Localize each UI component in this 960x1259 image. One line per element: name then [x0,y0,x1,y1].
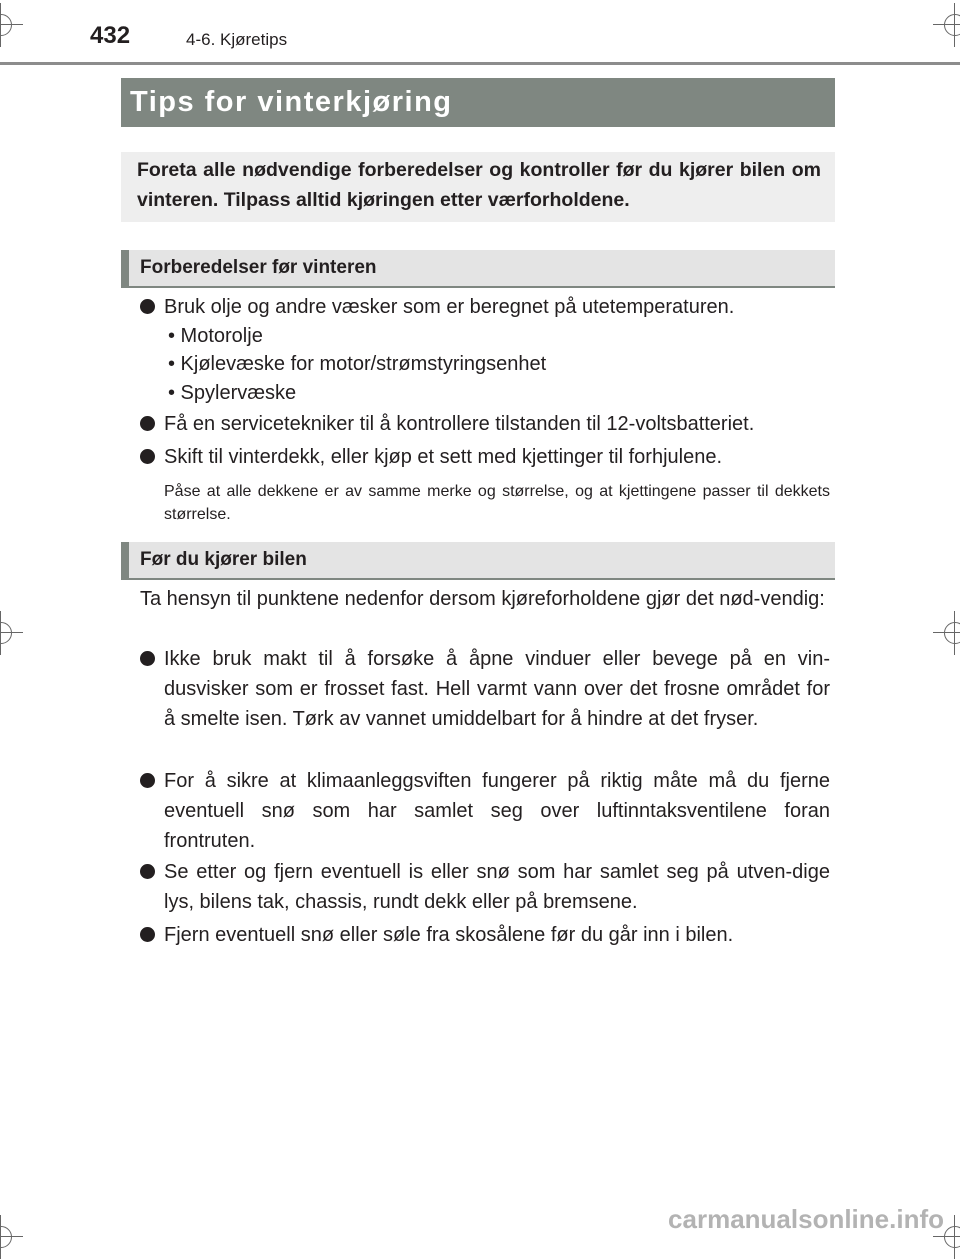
list-item [137,766,830,856]
section-intro-text: Ta hensyn til punktene nedenfor dersom kjøreforholdene gjør det nød-vendig: [140,588,825,610]
bullet-icon [140,416,155,431]
sub-list-item: • Kjølevæske for motor/strømstyringsenhet [168,353,547,375]
bullet-icon [140,651,155,666]
bullet-icon [140,449,155,464]
header-rule [0,62,960,65]
list-item [137,644,830,734]
list-item [137,292,830,322]
watermark: carmanualsonline.info [668,1204,944,1234]
list-item-text: Fjern eventuell snø eller søle fra skosålene før du går inn i bilen. [164,924,734,946]
crop-mark-mid-right [944,622,960,644]
list-item [137,857,830,917]
list-item-text: Se etter og fjern eventuell is eller snø som har samlet seg på utven-dige lys, bilens tak, chassis, rundt dekk eller på bremsene. [164,861,830,913]
list-item [137,442,830,472]
page-title: Tips for vinterkjøring [121,78,835,127]
bullet-icon [140,773,155,788]
sub-list-item: • Spylervæske [168,382,297,404]
crop-mark-bottom-left [0,1226,12,1248]
crop-mark-top-left [0,14,12,36]
list-item-text: Få en servicetekniker til å kontrollere tilstanden til 12-voltsbatteriet. [164,413,755,435]
bullet-icon [140,299,155,314]
list-item-text: Skift til vinterdekk, eller kjøp et sett med kjettinger til forhjulene. [164,446,723,468]
list-item [137,920,830,950]
crop-mark-top-right [944,14,960,36]
chapter-label: 4-6. Kjøretips [186,30,288,49]
sub-list-item: • Motorolje [168,325,263,347]
bullet-icon [140,864,155,879]
section-heading-before-driving: Før du kjører bilen [121,542,835,578]
list-item-text: Ikke bruk makt til å forsøke å åpne vinduer eller bevege på en vin-dusvisker som er frosset fast. Hell varmt vann over det frosne området for å smelte isen. Tørk av vannet umiddelbart for å hindre at det fryser. [164,648,830,730]
page-number: 432 [90,22,131,49]
list-item-text: Bruk olje og andre væsker som er beregnet på utetemperaturen. [164,296,735,318]
bullet-icon [140,927,155,942]
note-text: Påse at alle dekkene er av samme merke og størrelse, og at kjettingene passer til dekkets størrelse. [164,483,830,523]
crop-mark-mid-left [0,622,12,644]
list-item-text: For å sikre at klimaanleggsviften fungerer på riktig måte må du fjerne eventuell snø som har samlet seg over luftinntaksventilene foran frontruten. [164,770,830,852]
crop-mark-bottom-right [944,1226,960,1248]
list-item [137,409,830,439]
intro-box: Foreta alle nødvendige forberedelser og kontroller før du kjører bilen om vinteren. Tilpass alltid kjøringen etter værforholdene. [121,152,835,222]
section-heading-winter-prep: Forberedelser før vinteren [121,250,835,286]
